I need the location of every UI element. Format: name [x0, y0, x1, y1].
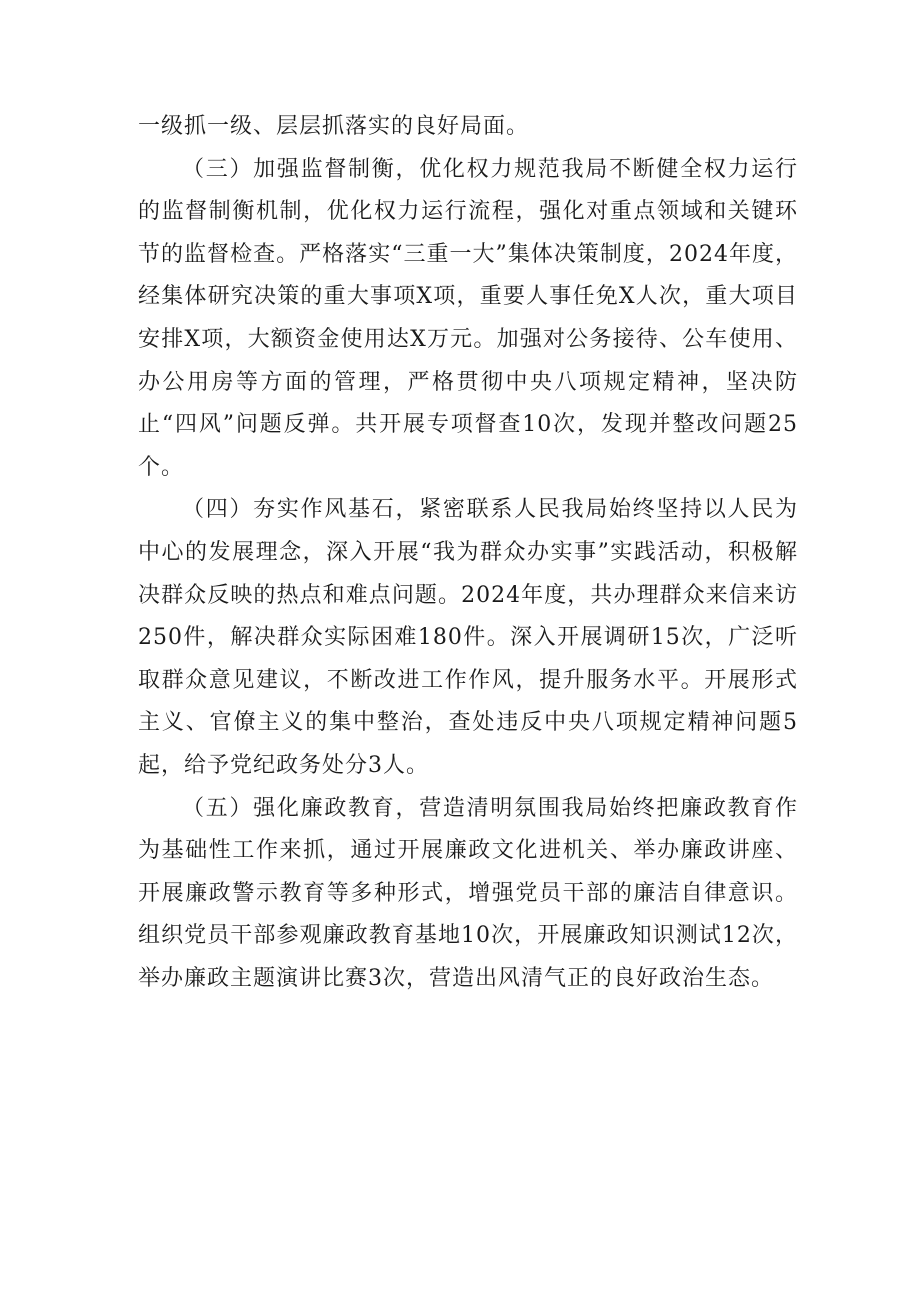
- paragraph-section-three: （三）加强监督制衡，优化权力规范我局不断健全权力运行的监督制衡机制，优化权力运行流程，强化对重点领域和关键环节的监督检查。严格落实“三重一大”集体决策制度，2024年度，经集体研究决策的重大事项X项，重要人事任免X人次，重大项目安排X项，大额资金使用达X万元。加强对公务接待、公车使用、办公用房等方面的管理，严格贯彻中央八项规定精神，坚决防止“四风”问题反弹。共开展专项督查10次，发现并整改问题25个。: [138, 156, 798, 480]
- document-body: [138, 106, 798, 1000]
- paragraph-section-four: （四）夯实作风基石，紧密联系人民我局始终坚持以人民为中心的发展理念，深入开展“我为群众办实事”实践活动，积极解决群众反映的热点和难点问题。2024年度，共办理群众来信来访250件，解决群众实际困难180件。深入开展调研15次，广泛听取群众意见建议，不断改进工作作风，提升服务水平。开展形式主义、官僚主义的集中整治，查处违反中央八项规定精神问题5起，给予党纪政务处分3人。: [138, 497, 798, 778]
- paragraph-section-five: （五）强化廉政教育，营造清明氛围我局始终把廉政教育作为基础性工作来抓，通过开展廉政文化进机关、举办廉政讲座、开展廉政警示教育等多种形式，增强党员干部的廉洁自律意识。组织党员干部参观廉政教育基地10次，开展廉政知识测试12次，举办廉政主题演讲比赛3次，营造出风清气正的良好政治生态。: [138, 795, 798, 991]
- paragraph-continuation: 一级抓一级、层层抓落实的良好局面。: [138, 114, 530, 139]
